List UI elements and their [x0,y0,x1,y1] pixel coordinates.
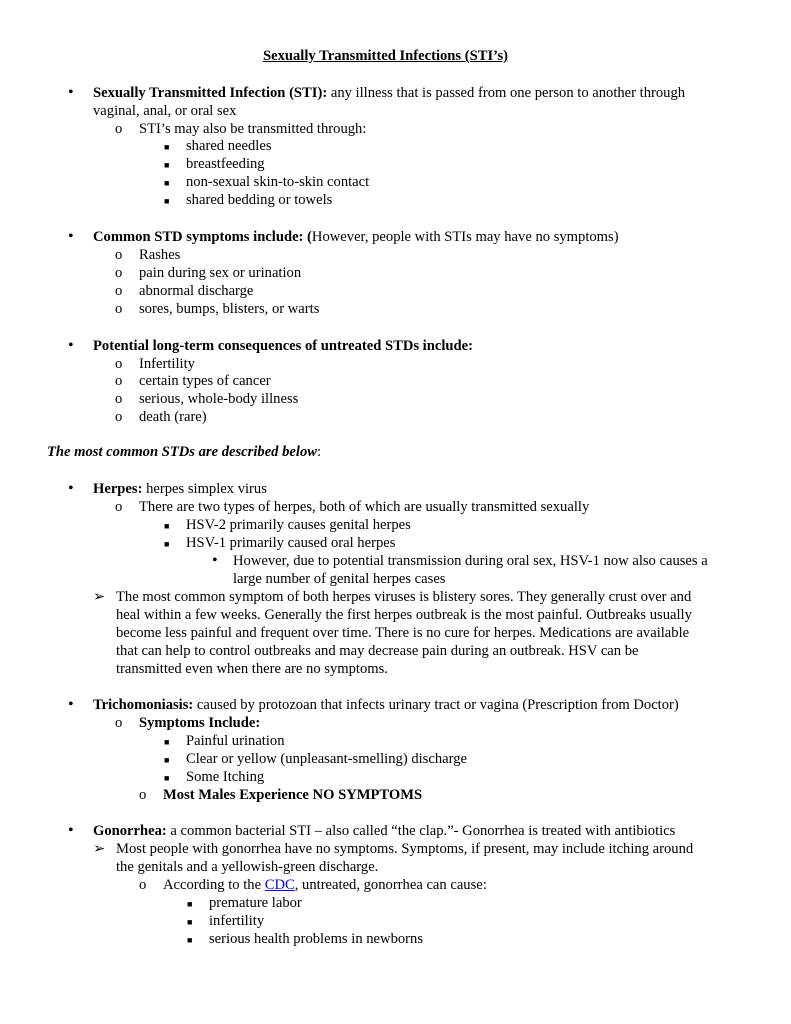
gonorrhea-paragraph-line: Most people with gonorrhea have no symptoms. Symptoms, if present, may include itching around [116,841,694,857]
circle-bullet-icon: o [115,499,123,515]
circle-bullet-icon: o [139,787,147,803]
square-bullet-icon: ■ [164,521,170,531]
gonorrhea-term: Gonorrhea: [93,823,167,839]
list-item: premature labor [209,895,302,911]
list-item: certain types of cancer [139,373,271,389]
circle-bullet-icon: o [115,391,123,407]
sti-definition-text: any illness that is passed from one person to another through [327,85,686,101]
herpes-note-line2: large number of genital herpes cases [233,571,446,587]
bullet-icon: • [68,337,74,354]
list-item: shared needles [186,138,272,154]
circle-bullet-icon: o [115,301,123,317]
symptoms-heading-bold: Common STD symptoms include: ( [93,229,312,245]
gonorrhea-cdc-prefix: According to the [163,877,265,893]
list-item: Painful urination [186,733,285,749]
herpes-heading [93,480,267,498]
herpes-paragraph-line: that can help to control outbreaks and may decrease pain during an outbreak. HSV can be [116,643,639,659]
sti-definition-line2: vaginal, anal, or oral sex [93,103,237,119]
gonorrhea-heading [93,822,675,840]
circle-bullet-icon: o [115,373,123,389]
list-item: shared bedding or towels [186,192,333,208]
consequences-heading: Potential long-term consequences of untreated STDs include: [93,338,473,354]
herpes-note-line1: However, due to potential transmission during oral sex, HSV-1 now also causes a [233,553,708,569]
common-stds-heading [47,443,321,461]
list-item: Clear or yellow (unpleasant-smelling) discharge [186,751,467,767]
gonorrhea-text: a common bacterial STI – also called “the clap.”- Gonorrhea is treated with antibiotics [166,823,676,839]
list-item: sores, bumps, blisters, or warts [139,301,320,317]
common-stds-heading-text: The most common STDs are described below [47,444,317,460]
circle-bullet-icon: o [115,356,123,372]
arrow-bullet-icon: ➢ [93,589,106,605]
herpes-paragraph-line: The most common symptom of both herpes viruses is blistery sores. They generally crust over and [116,589,692,605]
herpes-paragraph-line: become less painful and frequent over time. There is no cure for herpes. Medications are available [116,625,690,641]
gonorrhea-cdc-line [163,876,487,894]
circle-bullet-icon: o [115,121,123,137]
circle-bullet-icon: o [115,409,123,425]
trichomoniasis-heading [93,696,679,714]
symptoms-heading-note: However, people with STIs may have no symptoms) [311,229,619,245]
list-item: infertility [209,913,265,929]
page-title: Sexually Transmitted Infections (STI’s) [263,48,509,64]
cdc-link[interactable]: CDC [264,877,295,893]
herpes-paragraph-line: transmitted even when there are no symptoms. [116,661,388,677]
trichomoniasis-term: Trichomoniasis: [93,697,194,713]
square-bullet-icon: ■ [164,196,170,206]
sti-term: Sexually Transmitted Infection (STI): [93,85,328,101]
list-item: non-sexual skin-to-skin contact [186,174,370,190]
trichomoniasis-symptoms-heading: Symptoms Include: [139,715,261,731]
square-bullet-icon: ■ [164,178,170,188]
herpes-paragraph-line: heal within a few weeks. Generally the first herpes outbreak is the most painful. Outbreaks usually [116,607,692,623]
square-bullet-icon: ■ [164,142,170,152]
circle-bullet-icon: o [139,877,147,893]
square-bullet-icon: ■ [187,935,193,945]
circle-bullet-icon: o [115,283,123,299]
common-stds-colon: : [316,444,322,460]
gonorrhea-paragraph-line: the genitals and a yellowish-green discharge. [116,859,379,875]
list-item: Some Itching [186,769,265,785]
sti-transmission-heading: STI’s may also be transmitted through: [139,121,367,137]
gonorrhea-cdc-suffix: , untreated, gonorrhea can cause: [294,877,487,893]
bullet-icon: • [212,552,218,569]
symptoms-heading [93,228,619,246]
trichomoniasis-males-note: Most Males Experience NO SYMPTOMS [163,787,423,803]
list-item: breastfeeding [186,156,265,172]
list-item: serious health problems in newborns [209,931,424,947]
square-bullet-icon: ■ [164,737,170,747]
list-item: Rashes [139,247,181,263]
sti-definition-line1 [93,84,685,102]
list-item: abnormal discharge [139,283,254,299]
list-item: HSV-1 primarily caused oral herpes [186,535,396,551]
list-item: death (rare) [139,409,207,425]
square-bullet-icon: ■ [164,773,170,783]
list-item: pain during sex or urination [139,265,302,281]
herpes-text: herpes simplex virus [142,481,267,497]
list-item: serious, whole-body illness [139,391,299,407]
arrow-bullet-icon: ➢ [93,841,106,857]
trichomoniasis-text: caused by protozoan that infects urinary tract or vagina (Prescription from Doctor) [193,697,679,713]
square-bullet-icon: ■ [164,160,170,170]
herpes-term: Herpes: [93,481,143,497]
circle-bullet-icon: o [115,265,123,281]
square-bullet-icon: ■ [187,917,193,927]
bullet-icon: • [68,84,74,101]
bullet-icon: • [68,696,74,713]
bullet-icon: • [68,822,74,839]
circle-bullet-icon: o [115,715,123,731]
circle-bullet-icon: o [115,247,123,263]
square-bullet-icon: ■ [164,539,170,549]
list-item: Infertility [139,356,195,372]
bullet-icon: • [68,228,74,245]
list-item: HSV-2 primarily causes genital herpes [186,517,411,533]
bullet-icon: • [68,480,74,497]
square-bullet-icon: ■ [187,899,193,909]
square-bullet-icon: ■ [164,755,170,765]
herpes-types-text: There are two types of herpes, both of which are usually transmitted sexually [139,499,590,515]
